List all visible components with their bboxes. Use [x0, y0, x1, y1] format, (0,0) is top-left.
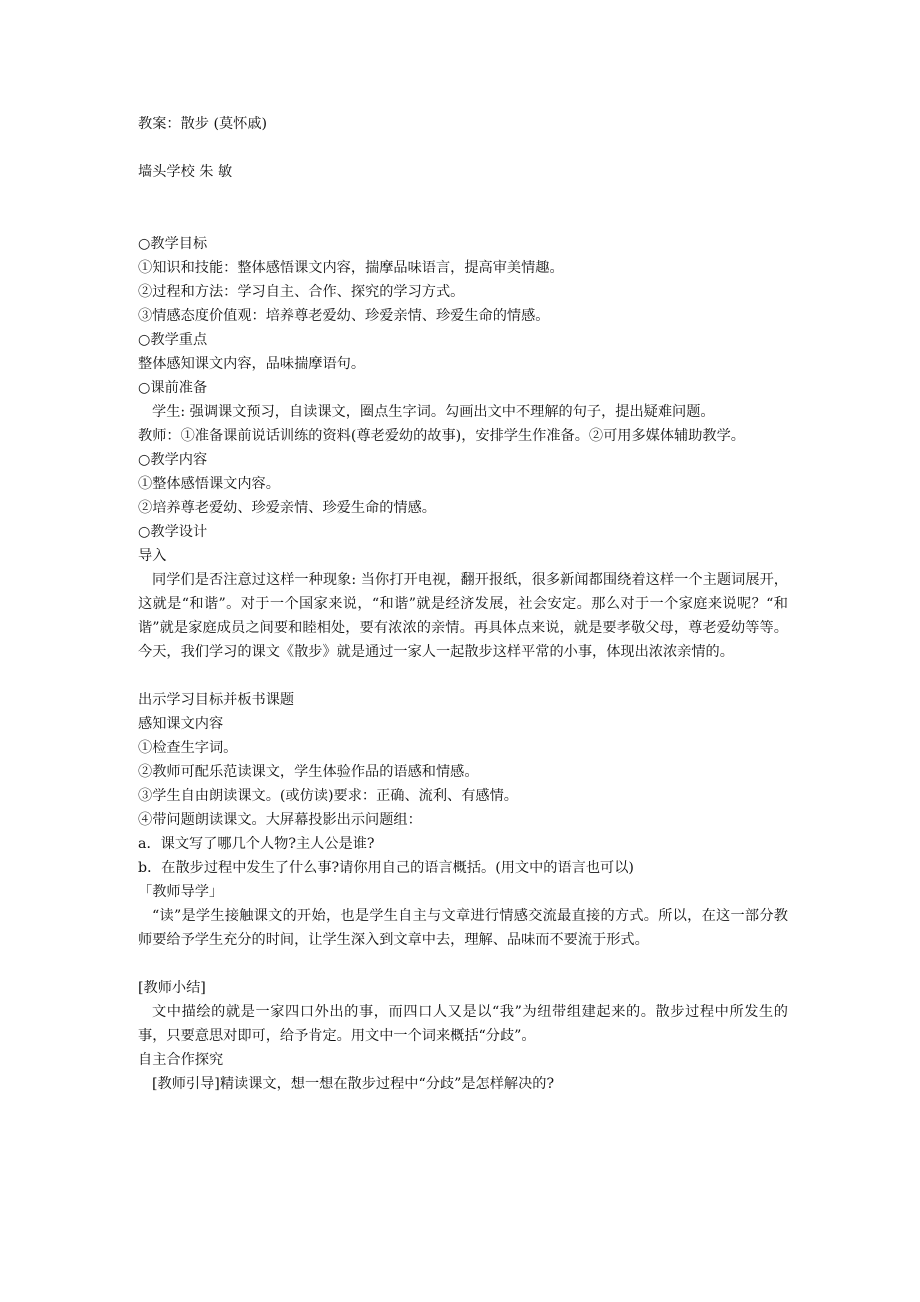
document-body: [138, 110, 788, 1096]
guide-heading: 「教师导学」: [138, 884, 224, 900]
goal-item: ②过程和方法：学习自主、合作、探究的学习方式。: [138, 284, 465, 300]
guide-paragraph: “读”是学生接触课文的开始，也是学生自主与文章进行情感交流最直接的方式。所以，在这一部分教师要给予学生充分的时间，让学生深入到文章中去，理解、品味而不要流于形式。: [138, 908, 788, 948]
explore-text: [教师引导]精读课文，想一想在散步过程中“分歧”是怎样解决的?: [152, 1076, 555, 1092]
perceive-item: b．在散步过程中发生了什么事?请你用自己的语言概括。(用文中的语言也可以): [138, 860, 634, 876]
show-goal: 出示学习目标并板书课题: [138, 692, 295, 708]
explore-heading: 自主合作探究: [138, 1052, 224, 1068]
summary-paragraph: 文中描绘的就是一家四口外出的事，而四口人又是以“我”为纽带组建起来的。散步过程中所发生的事，只要意思对即可，给予肯定。用文中一个词来概括“分歧”。: [138, 1004, 788, 1044]
perceive-item: ②教师可配乐范读课文，学生体验作品的语感和情感。: [138, 764, 479, 780]
prep-teacher: 教师：①准备课前说话训练的资料(尊老爱幼的故事)，安排学生作准备。②可用多媒体辅助教学。: [138, 428, 745, 444]
perceive-item: ④带问题朗读课文。大屏幕投影出示问题组：: [138, 812, 422, 828]
content-item: ①整体感悟课文内容。: [138, 476, 280, 492]
prep-heading: ○课前准备: [138, 380, 208, 396]
doc-title: 教案：散步 (莫怀戚): [138, 116, 268, 132]
perceive-heading: 感知课文内容: [138, 716, 224, 732]
intro-paragraph: 同学们是否注意过这样一种现象: 当你打开电视，翻开报纸，很多新闻都围绕着这样一个主题词展开，这就是“和谐”。对于一个国家来说，“和谐”就是经济发展，社会安定。那么对于一个家庭来说呢？“和谐”就是家庭成员之间要和睦相处，要有浓浓的亲情。再具体点来说，就是要孝敬父母，尊老爱幼等等。今天，我们学习的课文《散步》就是通过一家人一起散步这样平常的小事，体现出浓浓亲情的。: [138, 572, 788, 660]
goal-item: ①知识和技能：整体感悟课文内容，揣摩品味语言，提高审美情趣。: [138, 260, 564, 276]
perceive-item: ①检查生字词。: [138, 740, 238, 756]
focus-text: 整体感知课文内容，品味揣摩语句。: [138, 356, 366, 372]
content-heading: ○教学内容: [138, 452, 208, 468]
prep-student: 学生: 强调课文预习，自读课文，圈点生字词。勾画出文中不理解的句子，提出疑难问题。: [152, 404, 715, 420]
content-item: ②培养尊老爱幼、珍爱亲情、珍爱生命的情感。: [138, 500, 436, 516]
goals-heading: ○教学目标: [138, 236, 208, 252]
perceive-item: ③学生自由朗读课文。(或仿读)要求：正确、流利、有感情。: [138, 788, 518, 804]
doc-author: 墙头学校 朱 敏: [138, 164, 233, 180]
summary-heading: [教师小结]: [138, 980, 206, 996]
design-heading: ○教学设计: [138, 524, 208, 540]
focus-heading: ○教学重点: [138, 332, 208, 348]
goal-item: ③情感态度价值观：培养尊老爱幼、珍爱亲情、珍爱生命的情感。: [138, 308, 550, 324]
perceive-item: a．课文写了哪几个人物?主人公是谁?: [138, 836, 375, 852]
intro-heading: 导入: [138, 548, 167, 564]
